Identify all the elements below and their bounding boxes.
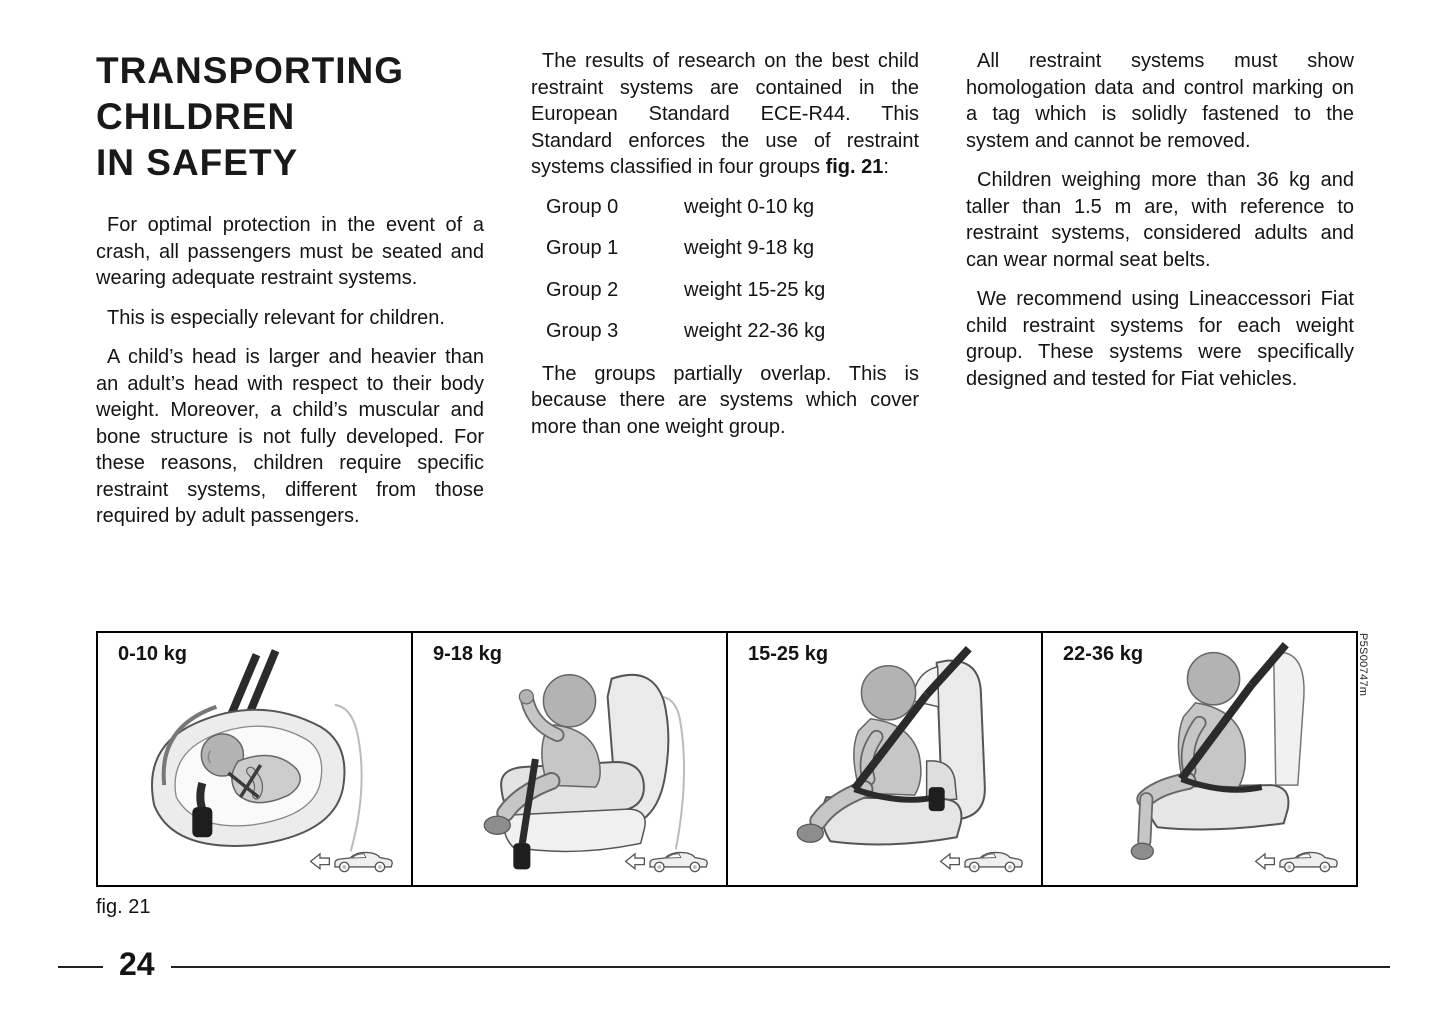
group-weight: weight 22-36 kg — [684, 320, 826, 342]
column-2 — [531, 48, 919, 543]
booster-cushion-illustration — [1043, 633, 1356, 885]
table-row — [546, 318, 919, 345]
car-direction-icon — [941, 852, 1023, 871]
group-name: Group 1 — [546, 237, 619, 259]
weight-groups-table — [546, 194, 919, 345]
panel-label: 22-36 kg — [1063, 643, 1144, 665]
paragraph-text: : — [883, 156, 889, 178]
panel-label: 15-25 kg — [748, 643, 829, 665]
group-weight: weight 9-18 kg — [684, 237, 815, 259]
table-row — [546, 235, 919, 262]
paragraph: The groups partially overlap. This is because there are systems which cover more than one weight group. — [531, 362, 919, 438]
title-line-2: CHILDREN — [96, 96, 296, 137]
paragraph: This is especially relevant for children. — [107, 306, 445, 329]
figure-reference: fig. 21 — [825, 156, 884, 178]
group-name: Group 0 — [546, 195, 619, 218]
panel-label: 9-18 kg — [433, 643, 502, 665]
group-weight: weight 0-10 kg — [684, 195, 815, 218]
paragraph-text: The results of research on the best child restraint systems are contained in the European Standard ECE-R44. This Standard enforces the use of restraint systems classified in four groups — [531, 50, 919, 178]
figure-caption: fig. 21 — [96, 896, 151, 918]
title-line-3: IN SAFETY — [96, 142, 299, 183]
paragraph: A child’s head is larger and heavier than an adult’s head with respect to their body weight. Moreover, a child’s muscular and bone structure is not fully developed. For these reasons, children require specific restraint systems, different from those required by adult passengers. — [96, 346, 484, 527]
group-weight: weight 15-25 kg — [684, 278, 826, 301]
group-name: Group 3 — [546, 320, 619, 342]
page-title — [96, 48, 484, 186]
child-seat-illustration — [413, 633, 726, 885]
column-1 — [96, 48, 484, 543]
table-row — [546, 277, 919, 304]
page-number: 24 — [103, 946, 171, 982]
column-3 — [966, 48, 1354, 543]
paragraph: We recommend using Lineaccessori Fiat child restraint systems for each weight group. These systems were specifically designed and tested for Fiat vehicles. — [966, 288, 1354, 390]
paragraph — [531, 48, 919, 181]
panel-label: 0-10 kg — [118, 643, 187, 665]
figure-panel-group1 — [413, 633, 728, 885]
figure-21 — [96, 631, 1358, 887]
figure-code: P5S00747m — [1357, 633, 1369, 697]
car-direction-icon — [1256, 852, 1338, 871]
group-name: Group 2 — [546, 278, 619, 301]
table-row — [546, 194, 919, 221]
paragraph: Children weighing more than 36 kg and taller than 1.5 m are, with reference to restraint systems, considered adults and can wear normal seat belts. — [966, 169, 1354, 271]
figure-panel-group0 — [98, 633, 413, 885]
paragraph: All restraint systems must show homologation data and control marking on a tag which is solidly fastened to the system and cannot be removed. — [966, 50, 1354, 152]
text-columns — [96, 48, 1354, 543]
title-line-1: TRANSPORTING — [96, 50, 404, 91]
car-direction-icon — [311, 852, 393, 871]
car-direction-icon — [626, 852, 708, 871]
figure-panel-group3 — [1043, 633, 1356, 885]
figure-panel-group2 — [728, 633, 1043, 885]
footer-rule — [58, 966, 1390, 968]
infant-carrier-illustration — [98, 633, 411, 885]
paragraph: For optimal protection in the event of a crash, all passengers must be seated and wearing adequate restraint systems. — [96, 214, 484, 289]
booster-seat-illustration — [728, 633, 1041, 885]
